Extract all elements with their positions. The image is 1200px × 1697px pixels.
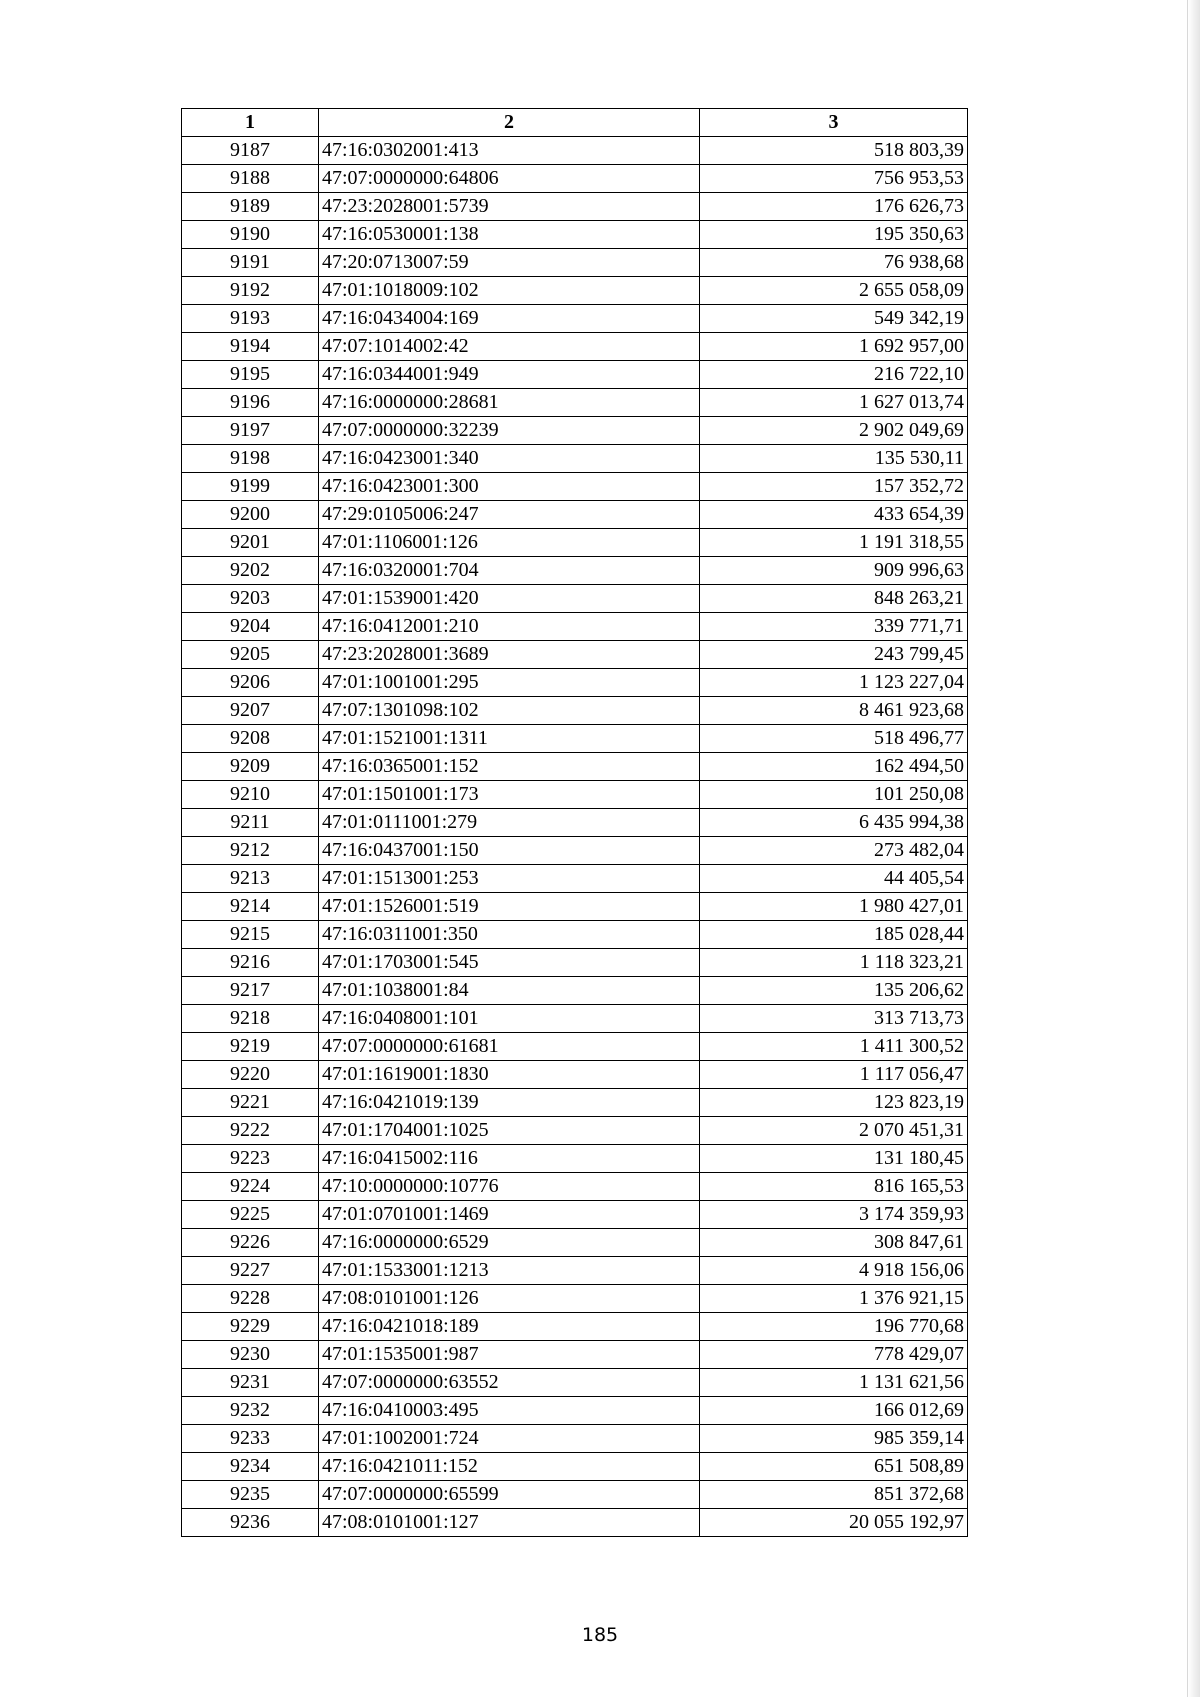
cadastral-number-cell: 47:16:0344001:949 [319,361,700,389]
cadastral-value-cell: 339 771,71 [700,613,968,641]
table-row [182,641,968,669]
table-row [182,529,968,557]
row-number-cell: 9196 [182,389,319,417]
row-number-cell: 9191 [182,249,319,277]
cadastral-number-cell: 47:16:0302001:413 [319,137,700,165]
cadastral-value-cell: 135 530,11 [700,445,968,473]
cadastral-value-table [181,108,968,1537]
row-number-cell: 9210 [182,781,319,809]
row-number-cell: 9232 [182,1397,319,1425]
row-number-cell: 9189 [182,193,319,221]
cadastral-value-cell: 185 028,44 [700,921,968,949]
table-row [182,333,968,361]
table-row [182,277,968,305]
cadastral-value-cell: 1 131 621,56 [700,1369,968,1397]
table-row [182,837,968,865]
table-row [182,557,968,585]
row-number-cell: 9190 [182,221,319,249]
cadastral-number-cell: 47:07:0000000:63552 [319,1369,700,1397]
cadastral-value-cell: 162 494,50 [700,753,968,781]
cadastral-value-cell: 1 376 921,15 [700,1285,968,1313]
cadastral-value-cell: 1 980 427,01 [700,893,968,921]
cadastral-value-cell: 2 902 049,69 [700,417,968,445]
cadastral-value-cell: 816 165,53 [700,1173,968,1201]
cadastral-number-cell: 47:16:0365001:152 [319,753,700,781]
cadastral-number-cell: 47:16:0415002:116 [319,1145,700,1173]
row-number-cell: 9207 [182,697,319,725]
row-number-cell: 9213 [182,865,319,893]
cadastral-number-cell: 47:01:1001001:295 [319,669,700,697]
row-number-cell: 9208 [182,725,319,753]
cadastral-number-cell: 47:01:1501001:173 [319,781,700,809]
cadastral-value-cell: 518 496,77 [700,725,968,753]
row-number-cell: 9230 [182,1341,319,1369]
cadastral-number-cell: 47:07:0000000:65599 [319,1481,700,1509]
cadastral-value-cell: 123 823,19 [700,1089,968,1117]
row-number-cell: 9236 [182,1509,319,1537]
cadastral-number-cell: 47:16:0421018:189 [319,1313,700,1341]
table-row [182,1089,968,1117]
table-row [182,137,968,165]
cadastral-value-cell: 44 405,54 [700,865,968,893]
cadastral-value-cell: 243 799,45 [700,641,968,669]
cadastral-value-cell: 651 508,89 [700,1453,968,1481]
row-number-cell: 9188 [182,165,319,193]
cadastral-value-cell: 131 180,45 [700,1145,968,1173]
cadastral-number-cell: 47:01:1513001:253 [319,865,700,893]
table-row [182,417,968,445]
row-number-cell: 9215 [182,921,319,949]
table-row [182,865,968,893]
table-row [182,669,968,697]
row-number-cell: 9226 [182,1229,319,1257]
cadastral-number-cell: 47:01:1002001:724 [319,1425,700,1453]
row-number-cell: 9200 [182,501,319,529]
cadastral-value-cell: 8 461 923,68 [700,697,968,725]
cadastral-value-cell: 4 918 156,06 [700,1257,968,1285]
column-header-1: 1 [182,109,319,137]
table-row [182,1509,968,1537]
row-number-cell: 9198 [182,445,319,473]
cadastral-number-cell: 47:10:0000000:10776 [319,1173,700,1201]
table-row [182,949,968,977]
table-row [182,1033,968,1061]
table-row [182,1453,968,1481]
cadastral-number-cell: 47:16:0421011:152 [319,1453,700,1481]
row-number-cell: 9233 [182,1425,319,1453]
cadastral-value-cell: 176 626,73 [700,193,968,221]
cadastral-number-cell: 47:01:1535001:987 [319,1341,700,1369]
row-number-cell: 9195 [182,361,319,389]
cadastral-value-cell: 1 411 300,52 [700,1033,968,1061]
row-number-cell: 9227 [182,1257,319,1285]
cadastral-value-cell: 1 118 323,21 [700,949,968,977]
cadastral-value-cell: 195 350,63 [700,221,968,249]
cadastral-number-cell: 47:23:2028001:3689 [319,641,700,669]
column-header-3: 3 [700,109,968,137]
cadastral-value-cell: 3 174 359,93 [700,1201,968,1229]
cadastral-number-cell: 47:16:0320001:704 [319,557,700,585]
table-row [182,473,968,501]
table-row [182,165,968,193]
cadastral-number-cell: 47:16:0530001:138 [319,221,700,249]
cadastral-number-cell: 47:07:0000000:32239 [319,417,700,445]
table-row [182,1369,968,1397]
table-row [182,193,968,221]
row-number-cell: 9234 [182,1453,319,1481]
cadastral-value-cell: 1 123 227,04 [700,669,968,697]
table-row [182,585,968,613]
row-number-cell: 9201 [182,529,319,557]
table-row [182,389,968,417]
cadastral-value-cell: 1 627 013,74 [700,389,968,417]
row-number-cell: 9231 [182,1369,319,1397]
row-number-cell: 9217 [182,977,319,1005]
row-number-cell: 9211 [182,809,319,837]
cadastral-number-cell: 47:16:0000000:28681 [319,389,700,417]
table-header-row [182,109,968,137]
cadastral-number-cell: 47:07:1301098:102 [319,697,700,725]
row-number-cell: 9235 [182,1481,319,1509]
row-number-cell: 9204 [182,613,319,641]
row-number-cell: 9224 [182,1173,319,1201]
cadastral-value-cell: 76 938,68 [700,249,968,277]
cadastral-value-cell: 909 996,63 [700,557,968,585]
table-row [182,809,968,837]
row-number-cell: 9216 [182,949,319,977]
cadastral-number-cell: 47:07:1014002:42 [319,333,700,361]
cadastral-number-cell: 47:16:0410003:495 [319,1397,700,1425]
row-number-cell: 9218 [182,1005,319,1033]
row-number-cell: 9205 [182,641,319,669]
cadastral-number-cell: 47:07:0000000:61681 [319,1033,700,1061]
cadastral-number-cell: 47:16:0000000:6529 [319,1229,700,1257]
cadastral-number-cell: 47:01:1106001:126 [319,529,700,557]
cadastral-value-cell: 313 713,73 [700,1005,968,1033]
row-number-cell: 9192 [182,277,319,305]
cadastral-number-cell: 47:08:0101001:127 [319,1509,700,1537]
table-row [182,501,968,529]
cadastral-number-cell: 47:01:1703001:545 [319,949,700,977]
table-row [182,445,968,473]
table-row [182,361,968,389]
table-row [182,221,968,249]
cadastral-number-cell: 47:01:1018009:102 [319,277,700,305]
table-body [182,137,968,1537]
cadastral-value-cell: 20 055 192,97 [700,1509,968,1537]
cadastral-value-cell: 778 429,07 [700,1341,968,1369]
table-row [182,977,968,1005]
cadastral-number-cell: 47:01:1539001:420 [319,585,700,613]
table-row [182,697,968,725]
row-number-cell: 9206 [182,669,319,697]
cadastral-number-cell: 47:01:1038001:84 [319,977,700,1005]
page-number: 185 [581,1624,619,1646]
table-row [182,725,968,753]
table-row [182,781,968,809]
table-row [182,1341,968,1369]
row-number-cell: 9212 [182,837,319,865]
table-row [182,1229,968,1257]
cadastral-value-cell: 135 206,62 [700,977,968,1005]
row-number-cell: 9225 [182,1201,319,1229]
row-number-cell: 9220 [182,1061,319,1089]
table-row [182,613,968,641]
table-row [182,1145,968,1173]
cadastral-value-cell: 1 117 056,47 [700,1061,968,1089]
row-number-cell: 9194 [182,333,319,361]
cadastral-number-cell: 47:16:0437001:150 [319,837,700,865]
table-row [182,305,968,333]
cadastral-number-cell: 47:29:0105006:247 [319,501,700,529]
table-row [182,1313,968,1341]
cadastral-value-cell: 157 352,72 [700,473,968,501]
row-number-cell: 9222 [182,1117,319,1145]
cadastral-value-cell: 2 655 058,09 [700,277,968,305]
cadastral-number-cell: 47:16:0434004:169 [319,305,700,333]
cadastral-value-cell: 166 012,69 [700,1397,968,1425]
table-row [182,753,968,781]
cadastral-value-cell: 1 191 318,55 [700,529,968,557]
row-number-cell: 9228 [182,1285,319,1313]
row-number-cell: 9187 [182,137,319,165]
cadastral-number-cell: 47:23:2028001:5739 [319,193,700,221]
table-row [182,1173,968,1201]
row-number-cell: 9214 [182,893,319,921]
cadastral-value-cell: 851 372,68 [700,1481,968,1509]
cadastral-number-cell: 47:07:0000000:64806 [319,165,700,193]
cadastral-number-cell: 47:01:1526001:519 [319,893,700,921]
cadastral-number-cell: 47:01:1521001:1311 [319,725,700,753]
cadastral-number-cell: 47:01:1619001:1830 [319,1061,700,1089]
cadastral-number-cell: 47:16:0423001:300 [319,473,700,501]
cadastral-number-cell: 47:01:1704001:1025 [319,1117,700,1145]
cadastral-value-cell: 308 847,61 [700,1229,968,1257]
row-number-cell: 9199 [182,473,319,501]
cadastral-value-cell: 756 953,53 [700,165,968,193]
cadastral-number-cell: 47:16:0311001:350 [319,921,700,949]
cadastral-value-cell: 2 070 451,31 [700,1117,968,1145]
table-row [182,1005,968,1033]
row-number-cell: 9203 [182,585,319,613]
cadastral-number-cell: 47:16:0421019:139 [319,1089,700,1117]
cadastral-value-cell: 101 250,08 [700,781,968,809]
cadastral-value-cell: 216 722,10 [700,361,968,389]
table-row [182,249,968,277]
cadastral-value-cell: 848 263,21 [700,585,968,613]
table-row [182,921,968,949]
row-number-cell: 9202 [182,557,319,585]
row-number-cell: 9197 [182,417,319,445]
row-number-cell: 9229 [182,1313,319,1341]
cadastral-number-cell: 47:16:0412001:210 [319,613,700,641]
row-number-cell: 9221 [182,1089,319,1117]
cadastral-number-cell: 47:08:0101001:126 [319,1285,700,1313]
cadastral-value-cell: 433 654,39 [700,501,968,529]
row-number-cell: 9209 [182,753,319,781]
cadastral-number-cell: 47:20:0713007:59 [319,249,700,277]
table-row [182,893,968,921]
cadastral-value-cell: 6 435 994,38 [700,809,968,837]
table-row [182,1061,968,1089]
table-row [182,1285,968,1313]
cadastral-value-cell: 518 803,39 [700,137,968,165]
cadastral-number-cell: 47:01:0111001:279 [319,809,700,837]
row-number-cell: 9193 [182,305,319,333]
page-edge-shadow [1187,0,1200,1697]
column-header-2: 2 [319,109,700,137]
cadastral-value-cell: 985 359,14 [700,1425,968,1453]
cadastral-value-cell: 273 482,04 [700,837,968,865]
cadastral-value-cell: 196 770,68 [700,1313,968,1341]
row-number-cell: 9223 [182,1145,319,1173]
row-number-cell: 9219 [182,1033,319,1061]
table-row [182,1425,968,1453]
cadastral-number-cell: 47:01:0701001:1469 [319,1201,700,1229]
table-row [182,1117,968,1145]
cadastral-value-cell: 549 342,19 [700,305,968,333]
table-row [182,1257,968,1285]
cadastral-number-cell: 47:01:1533001:1213 [319,1257,700,1285]
table-row [182,1397,968,1425]
cadastral-number-cell: 47:16:0423001:340 [319,445,700,473]
cadastral-value-cell: 1 692 957,00 [700,333,968,361]
table-row [182,1201,968,1229]
table-row [182,1481,968,1509]
cadastral-number-cell: 47:16:0408001:101 [319,1005,700,1033]
